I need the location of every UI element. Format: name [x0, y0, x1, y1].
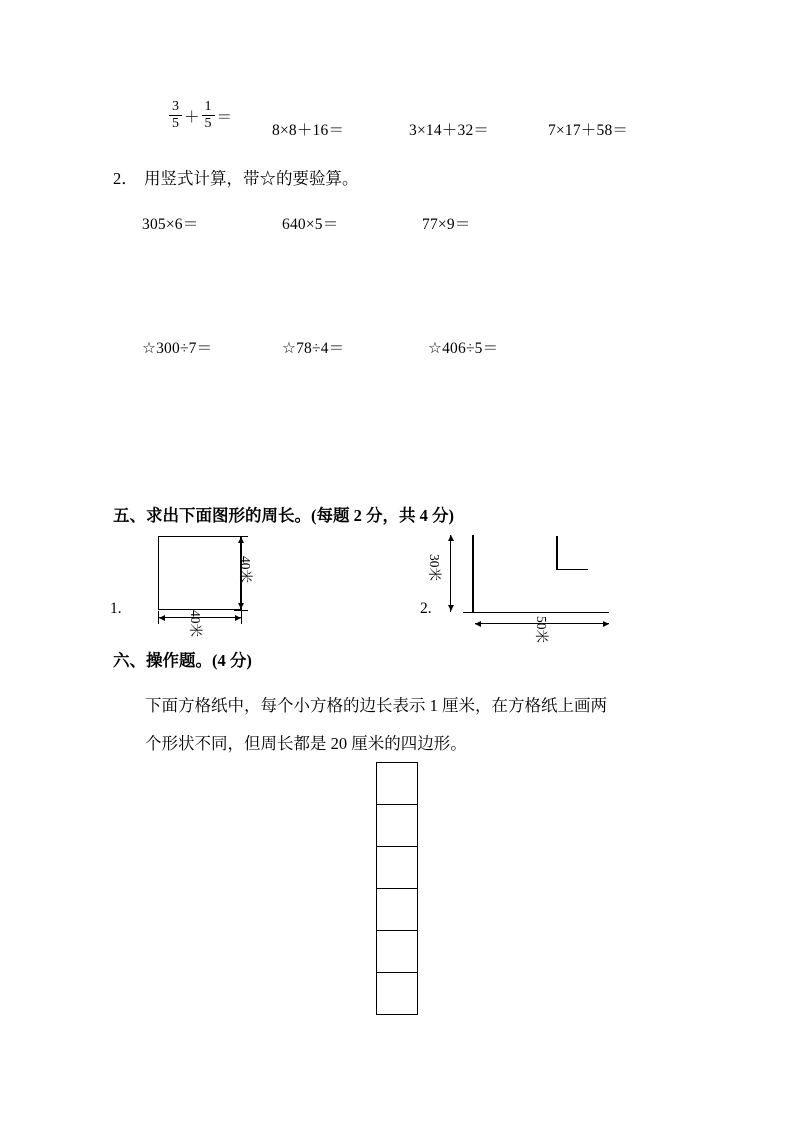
section-six-body-line-2: 个形状不同，但周长都是 20 厘米的四边形。	[145, 734, 467, 753]
figure-2-horizontal-arrow-right	[603, 621, 609, 627]
expression-8x8-plus-16: 8×8＋16＝	[272, 122, 345, 139]
question-2-prompt: 用竖式计算，带☆的要验算。	[144, 169, 359, 188]
figure-1-horizontal-arrow-left	[159, 615, 165, 621]
expression-star-78-div-4: ☆78÷4＝	[282, 340, 345, 357]
figure-2-width-label: 50米	[534, 616, 549, 643]
equals-operator: ＝	[216, 108, 233, 126]
figure-1-horizontal-arrow-right	[235, 615, 241, 621]
figure-1-horizontal-dim-right-tick	[241, 611, 242, 624]
expression-640x5: 640×5＝	[282, 216, 339, 233]
fraction-denominator: 5	[204, 116, 212, 132]
question-2-number: 2．	[113, 169, 138, 188]
figure-1-height-label: 40米	[238, 556, 253, 583]
fraction-3-over-5	[169, 100, 182, 132]
section-six-heading	[113, 647, 252, 671]
figure-1-square-outline	[158, 536, 242, 610]
grid-cell[interactable]	[377, 847, 417, 889]
figure-1-vertical-arrow-up	[238, 537, 244, 543]
figure-2-vertical-arrow-up	[448, 535, 454, 541]
figure-1-width-label: 40米	[188, 610, 203, 637]
grid-cell[interactable]	[377, 889, 417, 931]
figure-2-index: 2.	[420, 600, 432, 617]
section-six-heading-text: 六、操作题。	[113, 651, 212, 670]
figure-2-height-label: 30米	[427, 554, 442, 581]
fraction-expression	[168, 100, 233, 132]
section-five-heading-text: 五、求出下面图形的周长。	[113, 506, 311, 525]
expression-77x9: 77×9＝	[422, 216, 471, 233]
fraction-numerator: 1	[204, 99, 212, 114]
expression-305x6: 305×6＝	[142, 216, 199, 233]
grid-cell[interactable]	[377, 805, 417, 847]
fraction-1-over-5	[202, 100, 215, 132]
grid-paper[interactable]	[376, 762, 418, 1015]
section-six-heading-score: (4 分)	[212, 651, 252, 670]
section-five-heading-score: (每题 2 分，共 4 分)	[311, 506, 454, 525]
grid-cell[interactable]	[377, 763, 417, 805]
figure-1-vertical-arrow-down	[238, 603, 244, 609]
figure-1-square-diagram	[110, 528, 310, 637]
section-five-heading	[113, 502, 454, 526]
figure-2-horizontal-edge	[463, 612, 609, 614]
figure-2-corner-mark-horizontal	[556, 569, 588, 571]
figure-2-vertical-edge	[472, 535, 474, 613]
figure-2-vertical-arrow-down	[448, 605, 454, 611]
expression-7x17-plus-58: 7×17＋58＝	[548, 122, 629, 139]
section-six-body-line-1: 下面方格纸中，每个小方格的边长表示 1 厘米，在方格纸上画两	[145, 696, 607, 715]
expression-3x14-plus-32: 3×14＋32＝	[409, 122, 490, 139]
expression-star-406-div-5: ☆406÷5＝	[428, 340, 499, 357]
figure-2-horizontal-arrow-left	[475, 621, 481, 627]
grid-cell[interactable]	[377, 973, 417, 1014]
grid-cell[interactable]	[377, 931, 417, 973]
fraction-numerator: 3	[172, 99, 179, 114]
figure-1-index: 1.	[110, 600, 122, 617]
figure-2-vertical-dim-line	[450, 535, 451, 612]
fraction-denominator: 5	[172, 116, 179, 132]
figure-2-corner-mark-vertical	[556, 536, 558, 570]
plus-operator: ＋	[184, 108, 200, 126]
figure-2-l-shape-diagram	[420, 528, 640, 643]
expression-star-300-div-7: ☆300÷7＝	[142, 340, 213, 357]
